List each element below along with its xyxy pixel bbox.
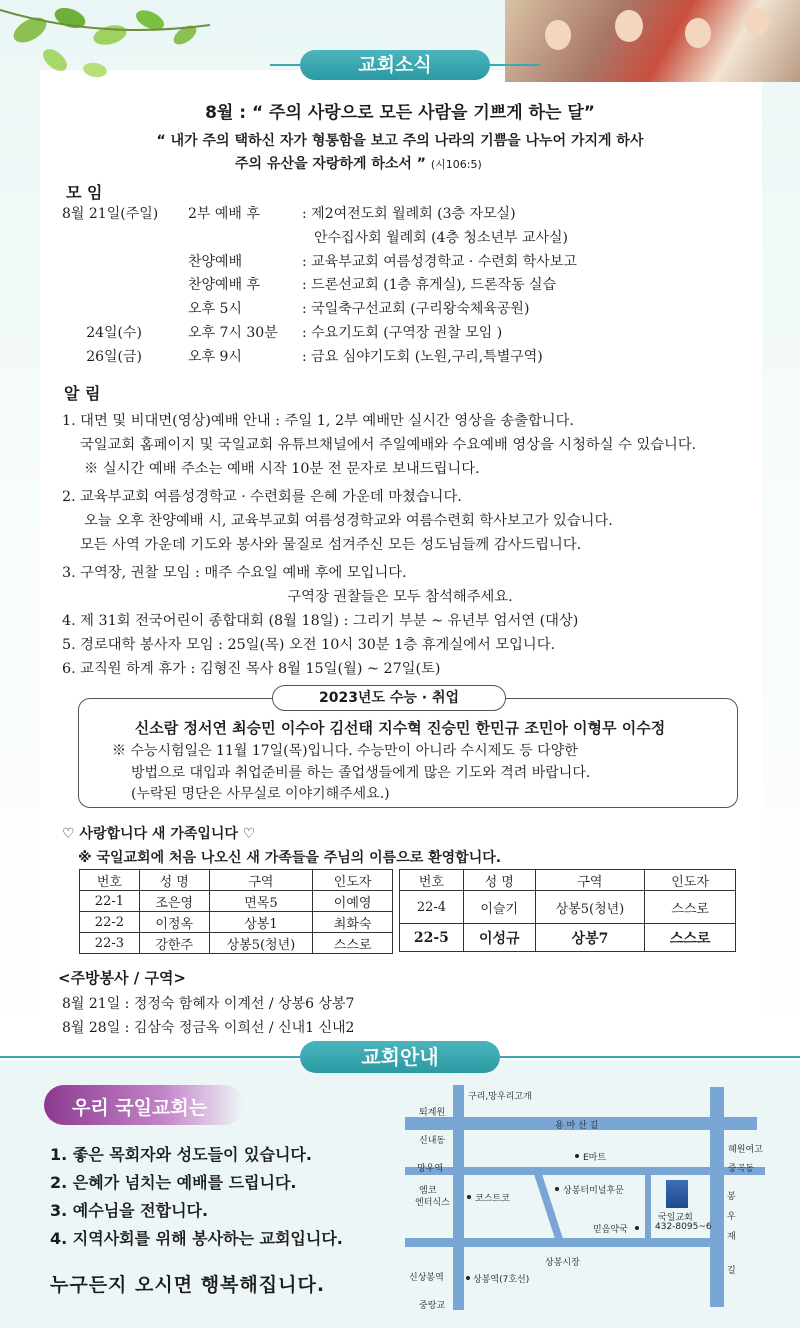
meeting-desc: : 드론선교회 (1층 휴게실), 드론작동 실습 xyxy=(302,277,557,293)
choir-photo xyxy=(505,0,800,82)
newcomers-table-left xyxy=(79,869,393,954)
meeting-time: 2부 예배 후 xyxy=(188,206,260,222)
map-label: 우 xyxy=(727,1212,736,1222)
kitchen-line-1: 8월 21일 : 정정숙 함혜자 이계선 / 상봉6 상봉7 xyxy=(62,996,355,1012)
meetings-heading: 모 임 xyxy=(66,183,103,202)
meeting-desc: 안수집사회 월례회 (4층 청소년부 교사실) xyxy=(314,230,569,246)
leaves-decoration xyxy=(0,0,230,110)
meeting-desc: : 금요 심야기도회 (노원,구리,특별구역) xyxy=(302,349,543,365)
meeting-date: 24일(수) xyxy=(86,325,142,341)
notice-line: 2. 교육부교회 여름성경학교 · 수련회를 은혜 가운데 마쳤습니다. xyxy=(62,489,462,505)
table-row: 22-3 강한주 상봉5(청년) 스스로 xyxy=(80,933,393,954)
guide-slogan: 누구든지 오시면 행복해집니다. xyxy=(50,1274,326,1296)
map-road-small xyxy=(645,1173,651,1243)
meeting-time: 찬양예배 후 xyxy=(188,277,261,293)
col-number: 번호 xyxy=(400,870,464,891)
notice-line: 5. 경로대학 봉사자 모임 : 25일(목) 오전 10시 30분 1층 휴게실에서 모입니다. xyxy=(62,637,556,653)
exam-names: 신소람 정서연 최승민 이수아 김선태 지수혁 진승민 한민규 조민아 이형무 이수정 xyxy=(134,719,666,737)
month-title: 8월 : “ 주의 사랑으로 모든 사람을 기쁘게 하는 달” xyxy=(205,103,595,123)
map-road-diagonal xyxy=(534,1173,565,1243)
church-building-icon xyxy=(666,1180,688,1208)
map-label: 엔터식스 xyxy=(415,1198,450,1208)
meeting-desc: : 국일축구선교회 (구리왕숙체육공원) xyxy=(302,301,530,317)
notice-line: 구역장 권찰들은 모두 참석해주세요. xyxy=(287,589,513,605)
newcomers-sub: ※ 국일교회에 처음 나오신 새 가족들을 주님의 이름으로 환영합니다. xyxy=(78,850,502,866)
guide-item-2: 2. 은혜가 넘치는 예배를 드립니다. xyxy=(50,1173,297,1192)
meeting-desc: : 교육부교회 여름성경학교 · 수련회 학사보고 xyxy=(302,254,577,270)
col-name: 성 명 xyxy=(139,870,209,891)
exam-note-2: 방법으로 대입과 취업준비를 하는 졸업생들에게 많은 기도와 격려 바랍니다. xyxy=(131,765,591,781)
col-number: 번호 xyxy=(80,870,140,891)
map-label: 국일교회 xyxy=(658,1213,693,1223)
meeting-time: 찬양예배 xyxy=(188,254,243,270)
notice-line: 6. 교직원 하계 휴가 : 김형진 목사 8월 15일(월) ~ 27일(토) xyxy=(62,661,441,677)
map-label: 중랑교 xyxy=(419,1301,446,1311)
exam-label: 2023년도 수능 · 취업 xyxy=(272,685,506,711)
map-label: 망우역 xyxy=(417,1164,444,1174)
map-label: 용 마 산 길 xyxy=(555,1121,599,1131)
map-road-bongujae xyxy=(710,1087,724,1307)
meeting-desc: : 제2여전도회 월례회 (3층 자모실) xyxy=(302,206,516,222)
guide-banner: 교회안내 xyxy=(300,1041,500,1073)
map-label: 코스트코 xyxy=(475,1194,510,1204)
news-banner: 교회소식 xyxy=(300,50,490,80)
map-label: 상봉역(7호선) xyxy=(473,1275,530,1285)
guide-title: 우리 국일교회는 xyxy=(72,1097,208,1119)
guide-item-3: 3. 예수님을 전합니다. xyxy=(50,1201,209,1220)
map-label: 중곡동 xyxy=(728,1164,755,1174)
map-dot xyxy=(575,1154,579,1158)
guide-item-4: 4. 지역사회를 위해 봉사하는 교회입니다. xyxy=(50,1229,343,1248)
table-row: 22-5 이성규 상봉7 스스로 xyxy=(400,924,736,952)
meeting-time: 오후 7시 30분 xyxy=(188,325,278,341)
map-label: 상봉터미널후문 xyxy=(563,1186,624,1196)
map-label: 구리,망우리고개 xyxy=(468,1092,532,1102)
col-name: 성 명 xyxy=(463,870,535,891)
map-label: 혜원여고 xyxy=(728,1145,763,1155)
map-label: 신내동 xyxy=(419,1136,446,1146)
newcomers-heading: ♡ 사랑합니다 새 가족입니다 ♡ xyxy=(62,826,256,842)
map-label: 상봉시장 xyxy=(545,1258,580,1268)
col-guide: 인도자 xyxy=(645,870,736,891)
notices-heading: 알 림 xyxy=(64,384,101,403)
map-label: E마트 xyxy=(583,1153,607,1163)
map-label: 길 xyxy=(727,1266,736,1276)
verse-line-2: 주의 유산을 자랑하게 하소서 ” (시106:5) xyxy=(235,156,482,172)
exam-note-1: ※ 수능시험일은 11월 17일(목)입니다. 수능만이 아니라 수시제도 등 다양한 xyxy=(112,743,578,759)
col-district: 구역 xyxy=(209,870,313,891)
col-district: 구역 xyxy=(535,870,645,891)
location-map xyxy=(405,1085,780,1320)
exam-note-3: (누락된 명단은 사무실로 이야기해주세요.) xyxy=(131,786,390,802)
table-row: 22-1 조은영 면목5 이예영 xyxy=(80,891,393,912)
notice-line: ※ 실시간 예배 주소는 예배 시작 10분 전 문자로 보내드립니다. xyxy=(84,461,480,477)
meeting-desc: : 수요기도회 (구역장 권찰 모임 ) xyxy=(302,325,503,341)
map-label: 432-8095~6 xyxy=(655,1222,712,1232)
map-label: 봉 xyxy=(727,1192,736,1202)
map-dot xyxy=(467,1195,471,1199)
col-guide: 인도자 xyxy=(313,870,393,891)
notice-line: 국일교회 홈페이지 및 국일교회 유튜브채널에서 주일예배와 수요예배 영상을 시청하실 수 있습니다. xyxy=(80,437,697,453)
notice-line: 1. 대면 및 비대면(영상)예배 안내 : 주일 1, 2부 예배만 실시간 영상을 송출합니다. xyxy=(62,413,574,429)
meeting-date: 8월 21일(주일) xyxy=(62,206,159,222)
notice-line: 3. 구역장, 권찰 모임 : 매주 수요일 예배 후에 모입니다. xyxy=(62,565,407,581)
table-row: 22-4 이슬기 상봉5(청년) 스스로 xyxy=(400,891,736,924)
verse-line-1: “ 내가 주의 택하신 자가 형통함을 보고 주의 나라의 기쁨을 나누어 가지게 하사 xyxy=(156,133,644,149)
guide-item-1: 1. 좋은 목회자와 성도들이 있습니다. xyxy=(50,1145,312,1164)
kitchen-heading: <주방봉사 / 구역> xyxy=(58,969,187,987)
map-label: 믿음약국 xyxy=(593,1225,628,1235)
notice-line: 모든 사역 가운데 기도와 봉사와 물질로 섬겨주신 모든 성도님들께 감사드립니다. xyxy=(80,537,582,553)
newcomers-table-right xyxy=(399,869,736,952)
kitchen-line-2: 8월 28일 : 김삼숙 정금옥 이희선 / 신내1 신내2 xyxy=(62,1020,355,1036)
meeting-time: 오후 5시 xyxy=(188,301,242,317)
notice-line: 오늘 오후 찬양예배 시, 교육부교회 여름성경학교와 여름수련회 학사보고가 있습니다. xyxy=(84,513,613,529)
map-road-junggok xyxy=(405,1167,765,1175)
map-dot xyxy=(466,1276,470,1280)
map-label: 퇴계원 xyxy=(419,1108,446,1118)
table-row: 22-2 이정옥 상봉1 최화숙 xyxy=(80,912,393,933)
map-label: 신상봉역 xyxy=(409,1273,444,1283)
map-label: 엠코 xyxy=(419,1186,437,1196)
meeting-time: 오후 9시 xyxy=(188,349,242,365)
meeting-date: 26일(금) xyxy=(86,349,142,365)
map-label: 재 xyxy=(727,1232,736,1242)
map-dot xyxy=(555,1187,559,1191)
guide-title-badge xyxy=(44,1085,244,1125)
map-dot xyxy=(635,1226,639,1230)
notice-line: 4. 제 31회 전국어린이 종합대회 (8월 18일) : 그리기 부분 ~ 유년부 엄서연 (대상) xyxy=(62,613,579,629)
